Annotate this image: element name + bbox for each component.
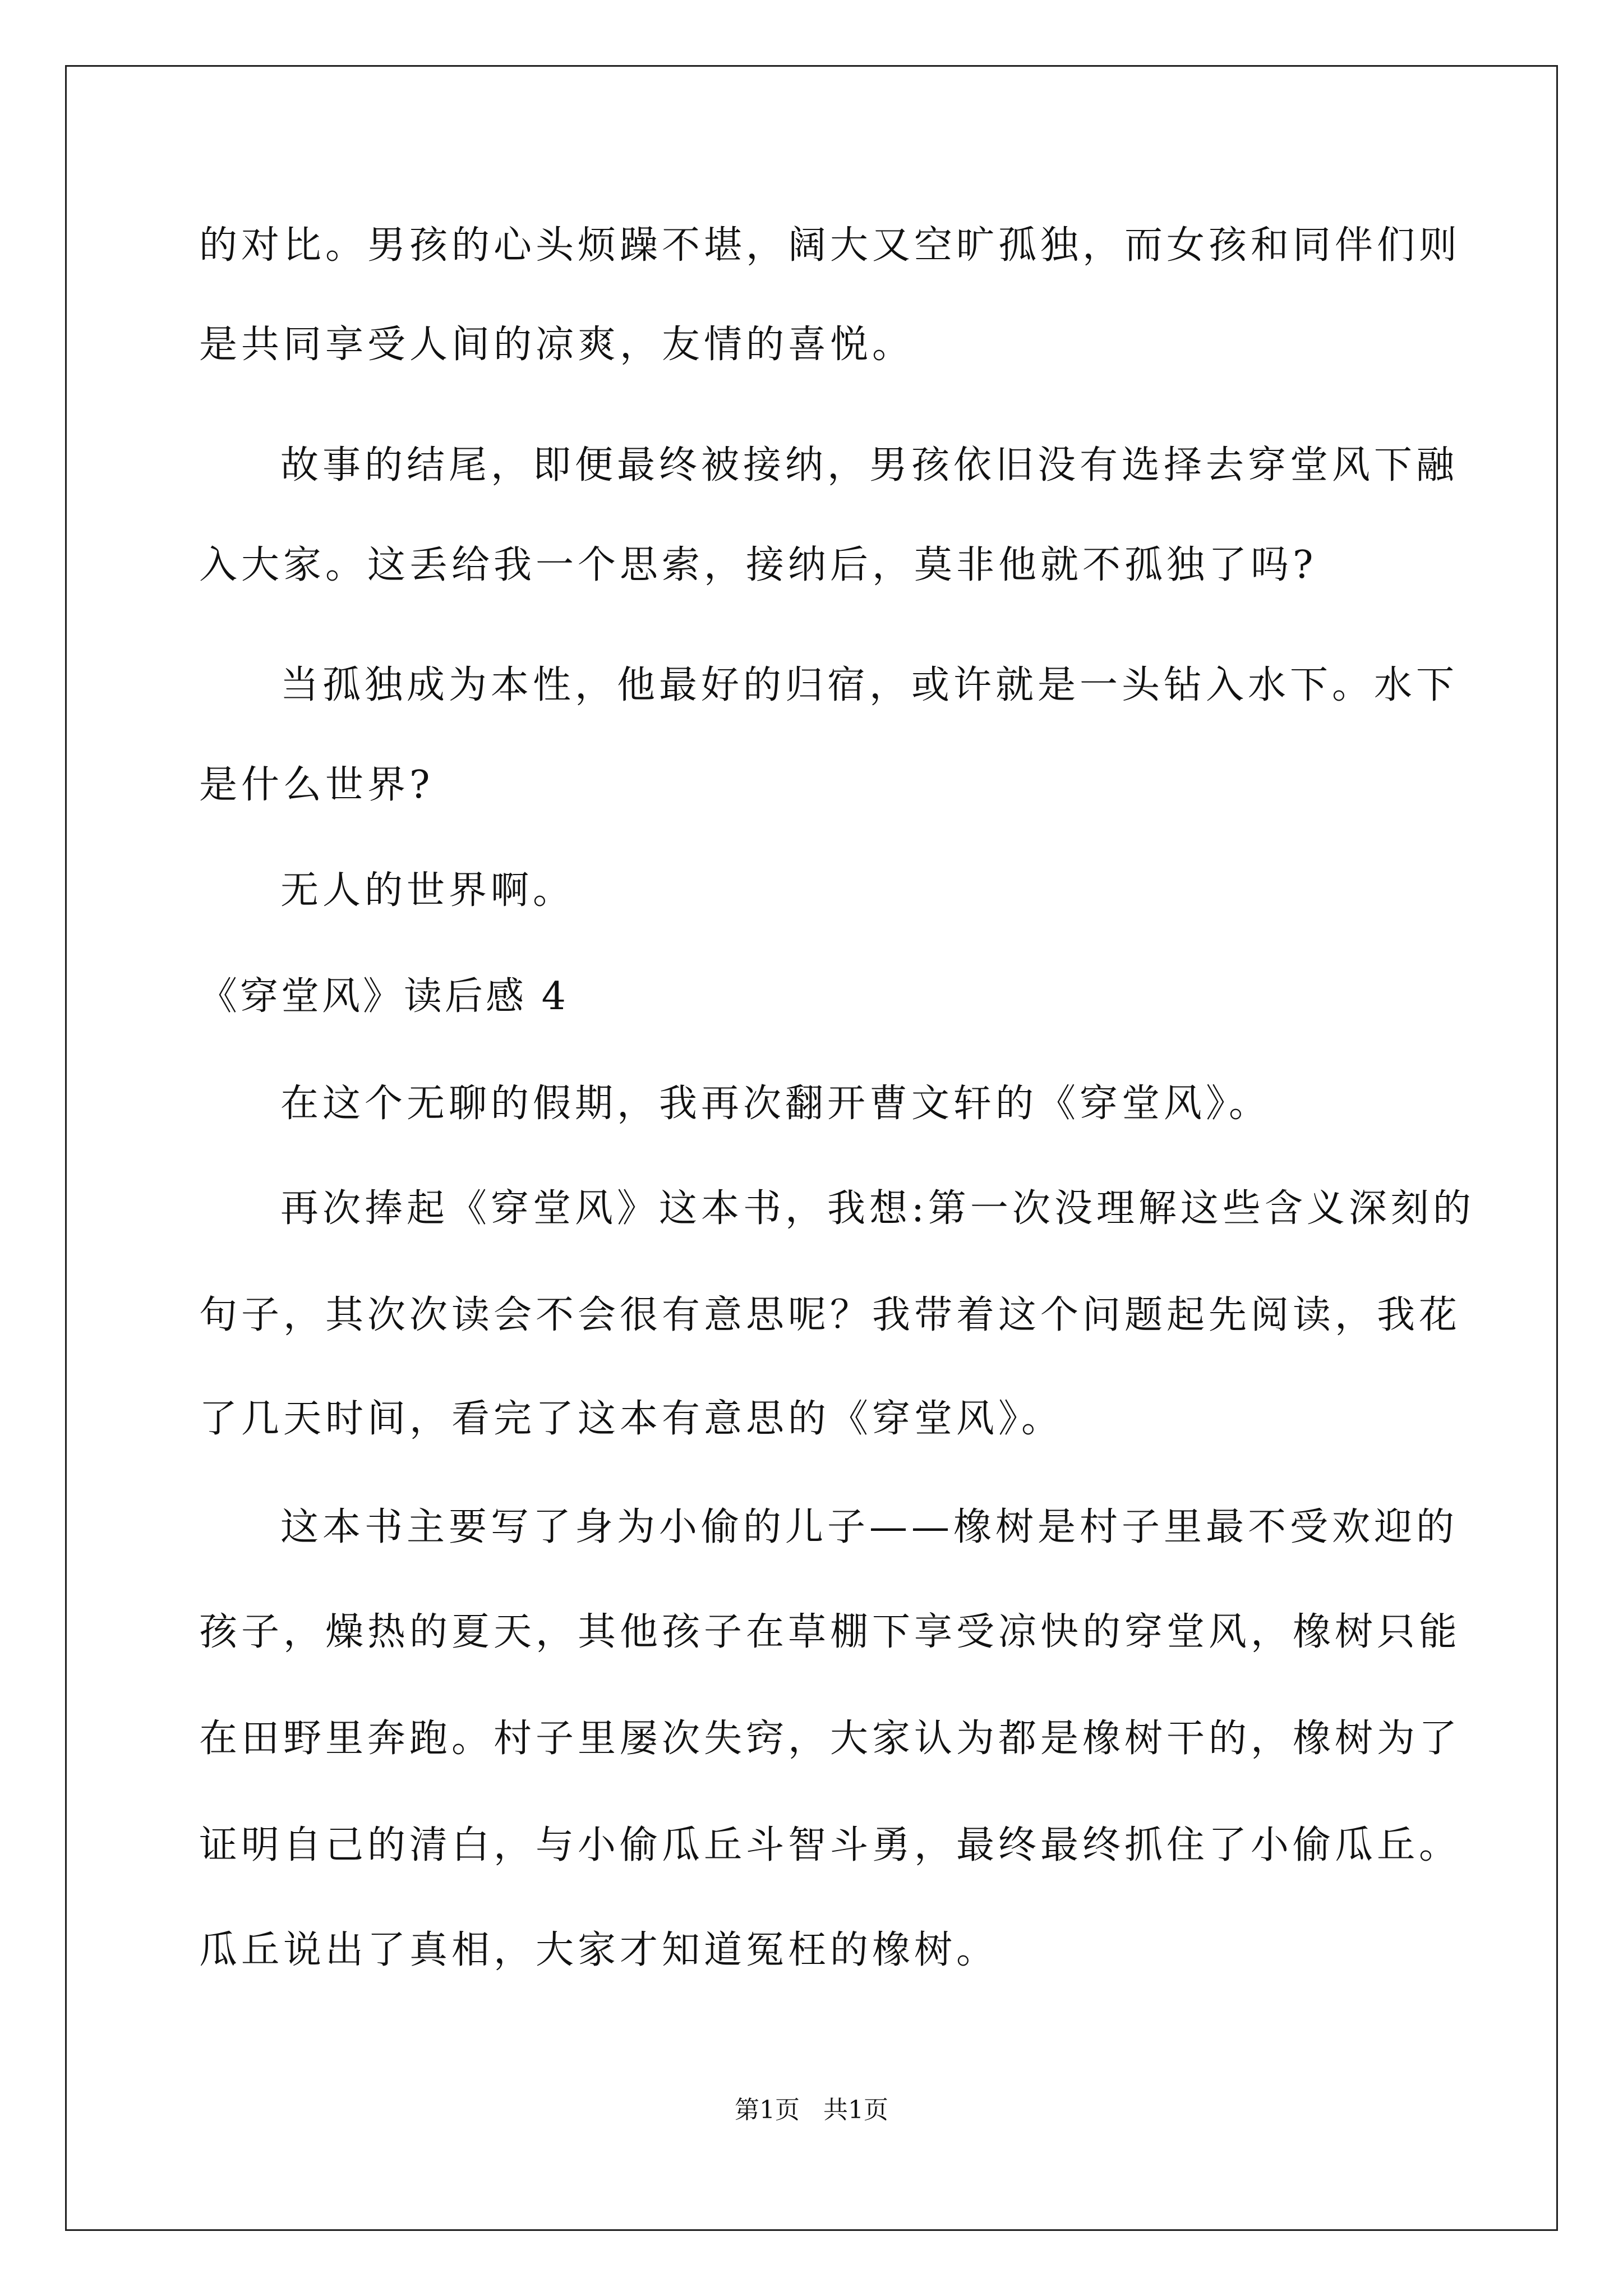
body-text-line: 在田野里奔跑。村子里屡次失窍，大家认为都是橡树干的，橡树为了 <box>199 1717 1461 1761</box>
body-text-line: 的对比。男孩的心头烦躁不堪，阔大又空旷孤独，而女孩和同伴们则 <box>199 223 1461 268</box>
body-text-line: 句子，其次次读会不会很有意思呢？我带着这个问题起先阅读，我花 <box>199 1293 1461 1337</box>
body-text-line: 了几天时间，看完了这本有意思的《穿堂风》。 <box>199 1397 1064 1441</box>
body-text-line: 是什么世界? <box>199 763 434 807</box>
paragraph-start-line: 故事的结尾，即便最终被接纳，男孩依旧没有选择去穿堂风下融 <box>280 443 1459 487</box>
page-border <box>65 65 1558 2231</box>
paragraph-start-line: 当孤独成为本性，他最好的归宿，或许就是一头钻入水下。水下 <box>280 663 1459 707</box>
paragraph-start-line: 这本书主要写了身为小偷的儿子——橡树是村子里最不受欢迎的 <box>280 1505 1459 1549</box>
page-number-footer: 第1页 共1页 <box>735 2096 888 2124</box>
paragraph-start-line: 在这个无聊的假期，我再次翻开曹文轩的《穿堂风》。 <box>280 1082 1271 1126</box>
body-text-line: 证明自己的清白，与小偷瓜丘斗智斗勇，最终最终抓住了小偷瓜丘。 <box>199 1823 1461 1867</box>
body-text-line: 是共同享受人间的凉爽，友情的喜悦。 <box>199 323 915 367</box>
body-text-line: 入大家。这丢给我一个思索，接纳后，莫非他就不孤独了吗? <box>199 543 1317 587</box>
paragraph-start-line: 无人的世界啊。 <box>280 868 575 913</box>
body-text-line: 孩子，燥热的夏天，其他孩子在草棚下享受凉快的穿堂风，橡树只能 <box>199 1610 1461 1654</box>
body-text-line: 瓜丘说出了真相，大家才知道冤枉的橡树。 <box>199 1928 999 1972</box>
section-heading: 《穿堂风》读后感 4 <box>199 974 569 1019</box>
paragraph-start-line: 再次捧起《穿堂风》这本书，我想:第一次没理解这些含义深刻的 <box>280 1186 1475 1231</box>
